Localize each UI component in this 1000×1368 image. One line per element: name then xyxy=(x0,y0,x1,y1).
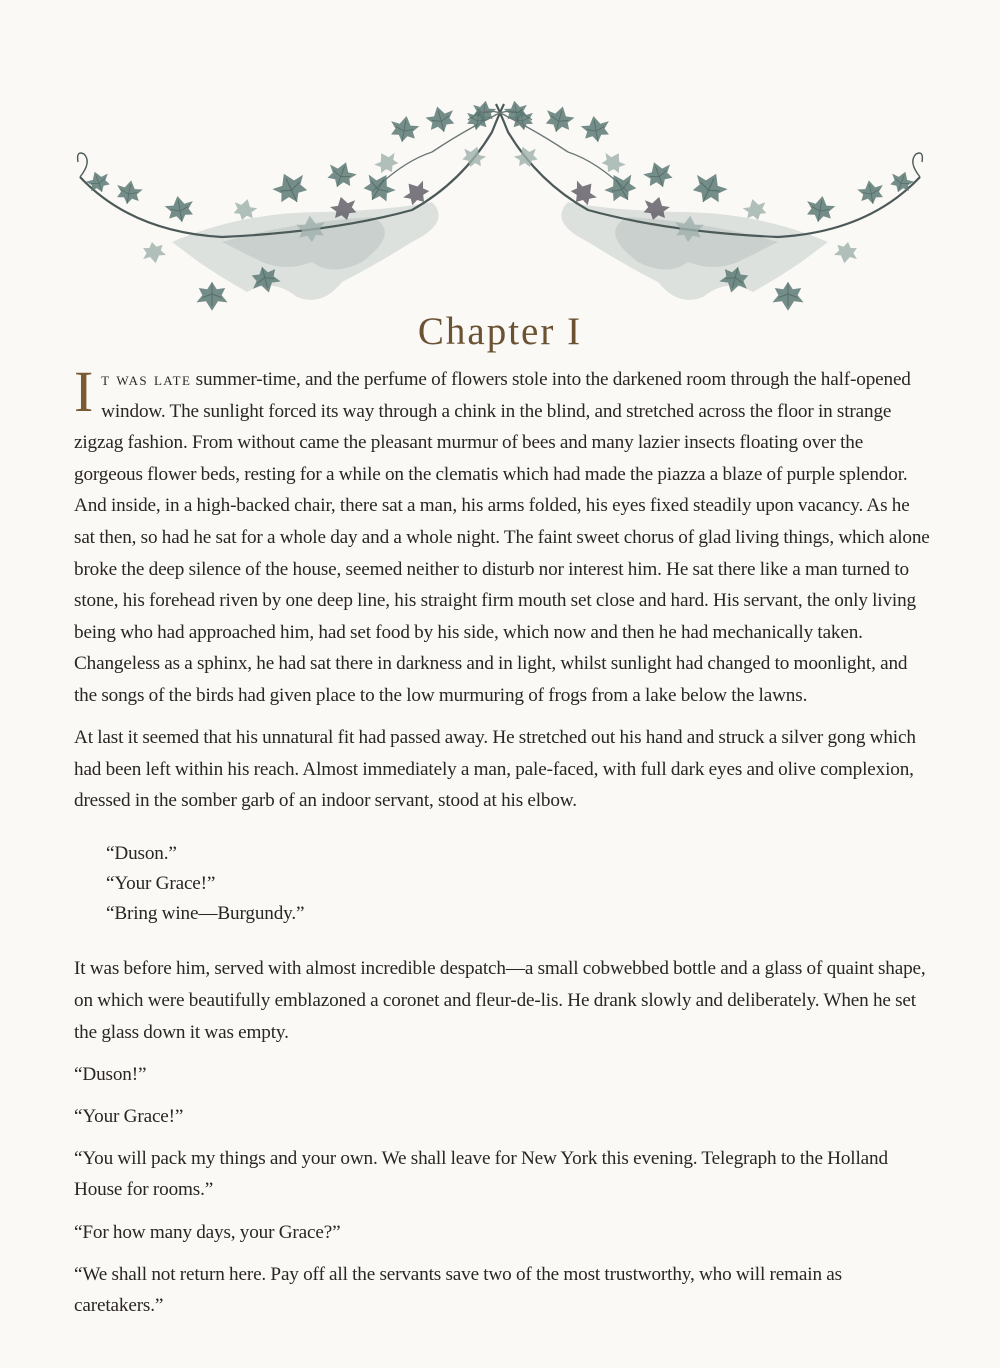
small-caps-lead: t was late xyxy=(101,369,192,390)
dialog-paragraph: “We shall not return here. Pay off all the servants save two of the most trustworthy, who will remain as caretakers.” xyxy=(74,1263,842,1317)
drop-cap: I xyxy=(74,359,94,424)
dialog-line: “Your Grace!” xyxy=(106,873,216,895)
dialog-paragraph: “Your Grace!” xyxy=(74,1105,184,1127)
dialog-line: “Duson.” xyxy=(106,842,177,864)
paragraph: At last it seemed that his unnatural fit had passed away. He stretched out his hand and struck a silver gong which had been left within his reach. Almost immediately a man, pale-faced, with full dark eyes and olive complexion, dressed in the somber garb of an indoor servant, stood at his elbow. xyxy=(74,727,916,812)
dialog-paragraph: “Duson!” xyxy=(74,1063,147,1085)
ivy-vine-ornament-icon xyxy=(72,92,928,314)
dialog-paragraph: “You will pack my things and your own. We shall leave for New York this evening. Telegraph to the Holland House for rooms.” xyxy=(74,1147,888,1201)
opening-paragraph xyxy=(74,359,930,712)
dialog-line: “Bring wine—Burgundy.” xyxy=(106,903,305,925)
paragraph: It was before him, served with almost incredible despatch—a small cobwebbed bottle and a glass of quaint shape, on which were beautifully emblazoned a coronet and fleur-de-lis. He drank slowly and deliberately. When he set the glass down it was empty. xyxy=(74,958,926,1043)
opening-paragraph-text: summer-time, and the perfume of flowers stole into the darkened room through the half-opened window. The sunlight forced its way through a chink in the blind, and stretched across the floor in strange zigzag fashion. From without came the pleasant murmur of bees and many lazier insects floating over the gorgeous flower beds, resting for a while on the clematis which had made the piazza a blaze of purple splendor. And inside, in a high-backed chair, there sat a man, his arms folded, his eyes fixed steadily upon vacancy. As he sat then, so had he sat for a whole day and a whole night. The faint sweet chorus of glad living things, which alone broke the deep silence of the house, seemed neither to disturb nor interest him. He sat there like a man turned to stone, his forehead riven by one deep line, his straight firm mouth set close and hard. His servant, the only living being who had approached him, had set food by his side, which now and then he had mechanically taken. Changeless as a sphinx, he had sat there in darkness and in light, whilst sunlight had changed to moonlight, and the songs of the birds had given place to the low murmuring of frogs from a lake below the lawns. xyxy=(74,369,930,706)
dialog-block xyxy=(106,839,930,930)
dialog-paragraph: “For how many days, your Grace?” xyxy=(74,1221,341,1243)
chapter-body xyxy=(74,359,930,1332)
chapter-title: Chapter I xyxy=(417,310,583,353)
